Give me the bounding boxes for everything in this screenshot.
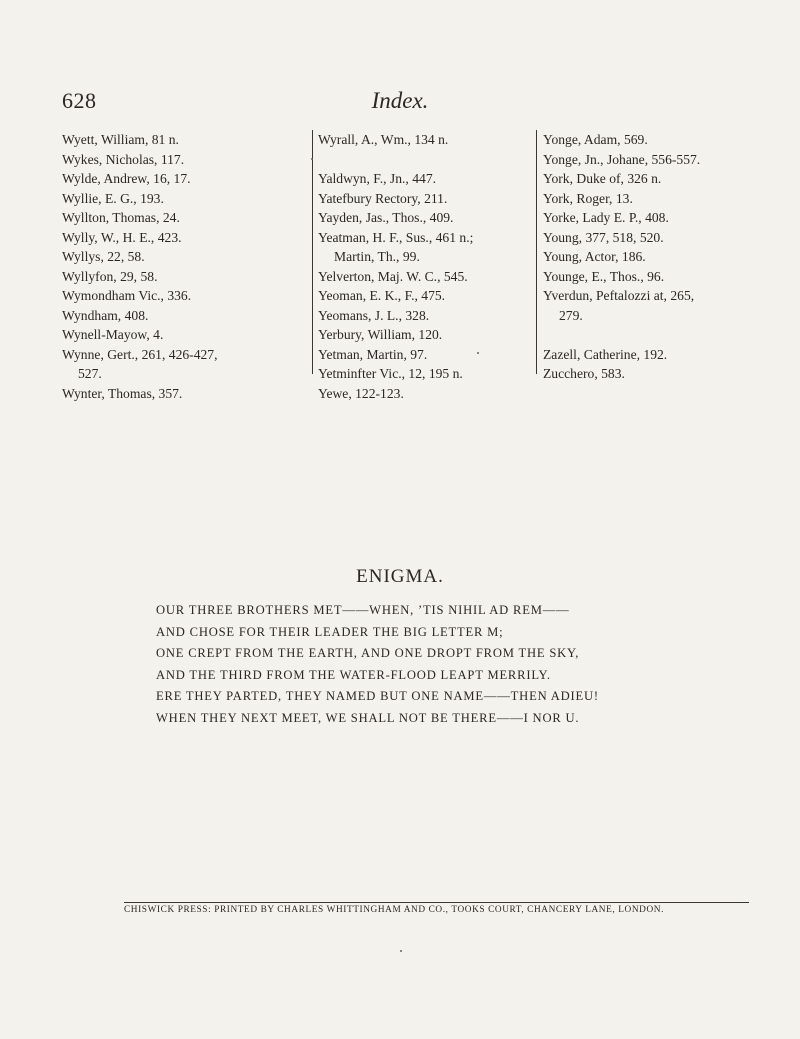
- page-number: 628: [62, 88, 97, 113]
- index-entry: Wyett, William, 81 n.: [62, 132, 179, 147]
- index-entry-continuation: 527.: [78, 366, 102, 381]
- index-entry: Yelverton, Maj. W. C., 545.: [318, 268, 468, 284]
- index-entry: Yonge, Jn., Johane, 556-557.: [543, 151, 701, 167]
- index-column-2: [318, 130, 526, 403]
- index-entry-continuation: 279.: [559, 307, 583, 323]
- index-entry: Wymondham Vic., 336.: [62, 288, 192, 303]
- index-column-3: [543, 130, 758, 384]
- index-entry: Yerbury, William, 120.: [318, 327, 443, 342]
- index-entry-continuation: Martin, Th., 99.: [334, 249, 420, 264]
- index-entry: Wyllton, Thomas, 24.: [62, 210, 180, 225]
- index-entry: Wynell-Mayow, 4.: [62, 327, 164, 342]
- poem-line: WHEN THEY NEXT MEET, WE SHALL NOT BE THERE——I NOR U.: [156, 710, 580, 725]
- index-entry: Yonge, Adam, 569.: [543, 132, 648, 147]
- print-speck: [477, 352, 479, 354]
- index-entry: Zucchero, 583.: [543, 366, 625, 381]
- enigma-poem: [156, 600, 756, 729]
- index-entry: York, Duke of, 326 n.: [543, 171, 662, 186]
- column-divider: [536, 130, 537, 374]
- page-header: [0, 88, 800, 118]
- footer-rule: [124, 902, 749, 903]
- index-entry: Yewe, 122-123.: [318, 385, 404, 401]
- poem-line: ERE THEY PARTED, THEY NAMED BUT ONE NAME——THEN ADIEU!: [156, 689, 599, 703]
- index-entry: Yorke, Lady E. P., 408.: [543, 210, 669, 225]
- index-entry: Young, 377, 518, 520.: [543, 229, 664, 245]
- index-entry: Wynter, Thomas, 357.: [62, 385, 183, 401]
- poem-line: AND THE THIRD FROM THE WATER-FLOOD LEAPT MERRILY.: [156, 667, 551, 682]
- print-speck: [400, 950, 402, 952]
- index-entry: Wyrall, A., Wm., 134 n.: [318, 132, 449, 147]
- print-speck: [311, 158, 313, 160]
- printer-imprint: CHISWICK PRESS: PRINTED BY CHARLES WHITTINGHAM AND CO., TOOKS COURT, CHANCERY LANE, LONDON.: [124, 905, 664, 915]
- poem-line: AND CHOSE FOR THEIR LEADER THE BIG LETTER M;: [156, 624, 504, 639]
- index-entry: Yverdun, Peftalozzi at, 265,: [543, 288, 695, 303]
- running-head: Index.: [371, 88, 429, 113]
- poem-line: ONE CREPT FROM THE EARTH, AND ONE DROPT FROM THE SKY,: [156, 646, 580, 660]
- index-entry: Yetminfter Vic., 12, 195 n.: [318, 366, 463, 381]
- index-entry: Wyllys, 22, 58.: [62, 249, 145, 264]
- index-entry: Wylly, W., H. E., 423.: [62, 229, 182, 245]
- index-entry: Wyndham, 408.: [62, 307, 149, 323]
- index-column-1: [62, 130, 302, 403]
- letter-gap: [318, 150, 526, 170]
- index-entry: Yeoman, E. K., F., 475.: [318, 288, 446, 303]
- index-entry: York, Roger, 13.: [543, 190, 633, 206]
- index-entry: Yeatman, H. F., Sus., 461 n.;: [318, 229, 474, 245]
- column-divider: [312, 130, 313, 374]
- poem-line: OUR THREE BROTHERS MET——WHEN, ’TIS NIHIL AD REM——: [156, 603, 570, 617]
- index-entry: Younge, E., Thos., 96.: [543, 268, 665, 284]
- index-entry: Yatefbury Rectory, 211.: [318, 190, 448, 206]
- letter-gap: [543, 325, 758, 345]
- index-entry: Zazell, Catherine, 192.: [543, 346, 668, 362]
- index-entry: Wyllie, E. G., 193.: [62, 190, 164, 206]
- index-entry: Yeomans, J. L., 328.: [318, 307, 430, 323]
- index-entry: Wynne, Gert., 261, 426-427,: [62, 346, 218, 362]
- index-entry: Wyllyfon, 29, 58.: [62, 268, 158, 284]
- index-entry: Yayden, Jas., Thos., 409.: [318, 210, 454, 225]
- index-entry: Wylde, Andrew, 16, 17.: [62, 171, 191, 186]
- index-entry: Young, Actor, 186.: [543, 249, 646, 264]
- enigma-title: ENIGMA.: [356, 566, 444, 587]
- index-entry: Yaldwyn, F., Jn., 447.: [318, 171, 437, 186]
- index-entry: Wykes, Nicholas, 117.: [62, 151, 185, 167]
- index-entry: Yetman, Martin, 97.: [318, 346, 428, 362]
